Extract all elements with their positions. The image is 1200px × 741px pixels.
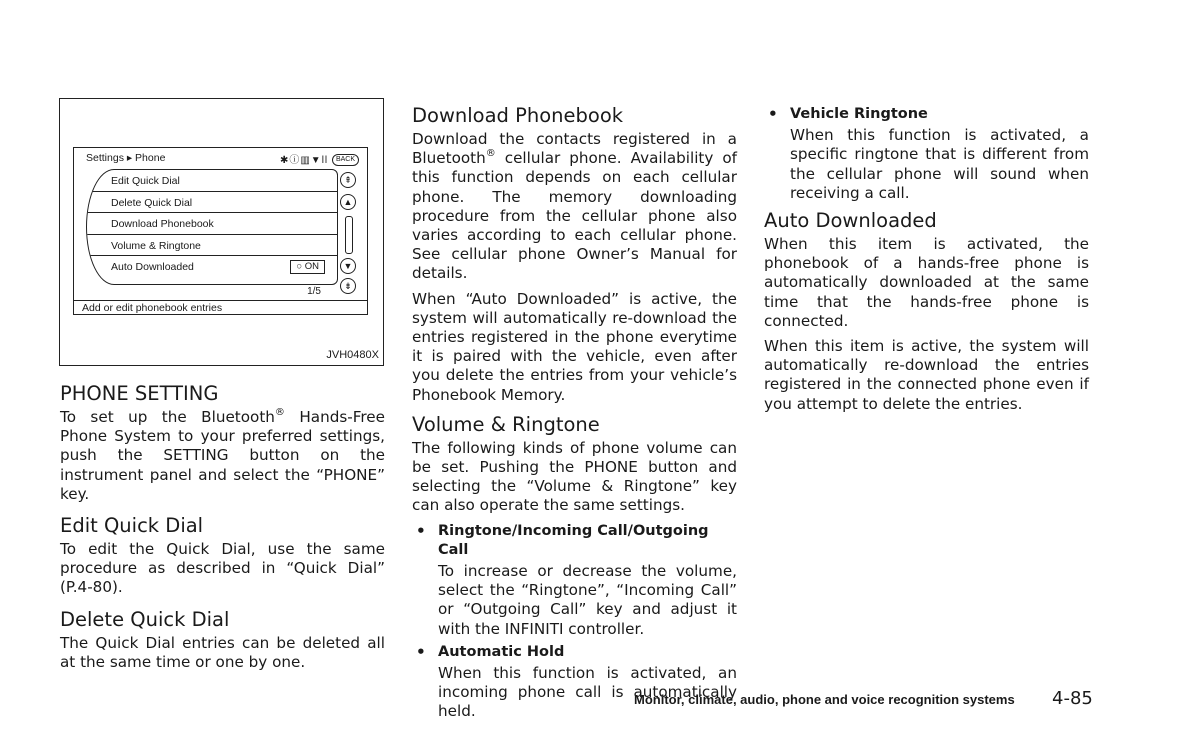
delete-quick-dial-heading: Delete Quick Dial (60, 607, 230, 631)
breadcrumb: Settings ▸ Phone (86, 152, 166, 164)
bullet-item (412, 522, 737, 639)
text-span: Download the contacts registered in a Bluetooth (412, 130, 737, 168)
volume-ringtone-heading: Volume & Ringtone (412, 412, 600, 436)
scroll-controls (339, 172, 359, 292)
volume-ringtone-body: The following kinds of phone volume can be set. Pushing the PHONE button and selecting the “Volume & Ringtone” key can also operate the same settings. (412, 438, 737, 515)
middle-column (412, 104, 737, 726)
menu-item-edit-quick-dial[interactable] (87, 170, 337, 192)
auto-downloaded-heading: Auto Downloaded (764, 209, 937, 233)
figure-code: JVH0480X (326, 349, 379, 361)
bullet-dot-icon: • (416, 642, 426, 661)
registered-mark: ® (274, 406, 285, 418)
auto-downloaded-body-2: When this item is active, the system will automatically re-download the entries registered in the connected phone even if you attempt to delete the entries. (764, 337, 1089, 413)
page-number: 4-85 (1052, 688, 1093, 709)
right-column (764, 105, 1089, 420)
page-indicator: 1/5 (307, 286, 321, 297)
phone-setting-heading: PHONE SETTING (60, 382, 219, 405)
menu-item-label: Volume & Ringtone (111, 239, 201, 252)
download-phonebook-body-2: When “Auto Downloaded” is active, the system will automatically re-download the entries registered in the phone everytime it is paired with the vehicle, even after you delete the entries from your vehicle’s Phonebook Memory. (412, 289, 737, 404)
bullet-text: When this function is activated, a specific ringtone that is different from the cellular phone will sound when receiving a call. (790, 126, 1089, 202)
screen-header (74, 148, 367, 168)
registered-mark: ® (485, 148, 496, 160)
phone-status-icons: ✱ⓘ▥▼ll (279, 155, 329, 166)
download-phonebook-heading: Download Phonebook (412, 104, 624, 127)
menu-item-label: Auto Downloaded (111, 261, 194, 273)
footer-section-title: Monitor, climate, audio, phone and voice recognition systems (634, 692, 1015, 707)
menu-item-auto-downloaded[interactable] (87, 256, 337, 278)
phone-setting-body (60, 408, 385, 504)
scroll-up-icon[interactable]: ▲ (340, 194, 356, 210)
edit-quick-dial-heading: Edit Quick Dial (60, 514, 204, 538)
menu-item-label: Delete Quick Dial (111, 196, 193, 209)
scrollbar[interactable] (345, 216, 353, 254)
menu-item-download-phonebook[interactable] (87, 213, 337, 235)
back-button[interactable]: BACK (332, 154, 359, 166)
figure-phone-screen (59, 98, 384, 366)
menu-item-label: Edit Quick Dial (111, 175, 180, 187)
delete-quick-dial-body: The Quick Dial entries can be deleted all at the same time or one by one. (60, 633, 385, 671)
menu-item-label: Download Phonebook (111, 218, 214, 230)
menu-item-delete-quick-dial[interactable] (87, 192, 337, 214)
display-screen (73, 147, 368, 315)
help-text: Add or edit phonebook entries (82, 302, 223, 314)
bullet-dot-icon: • (416, 521, 426, 540)
bullet-item (412, 643, 737, 722)
page-down-icon[interactable]: ⇟ (340, 278, 356, 294)
bullet-title: Ringtone/Incoming Call/Outgoing Call (438, 522, 709, 558)
auto-downloaded-toggle[interactable]: ○ ON (290, 260, 325, 274)
scroll-down-icon[interactable]: ▼ (340, 258, 356, 274)
text-span: To set up the Bluetooth (60, 408, 275, 426)
menu-item-volume-ringtone[interactable] (87, 235, 337, 257)
bullet-text: To increase or decrease the volume, select the “Ringtone”, “Incoming Call” or “Outgoing Call” key and adjust it with the INFINITI controller. (438, 562, 737, 638)
text-span: Hands-Free Phone System to your preferred settings, push the SETTING button on the instrument panel and select the “PHONE” key. (60, 408, 385, 503)
left-column (60, 382, 385, 678)
edit-quick-dial-body: To edit the Quick Dial, use the same procedure as described in “Quick Dial” (P.4-80). (60, 540, 385, 597)
text-span: cellular phone. Availability of this function depends on each cellular phone. The memory downloading procedure from the cellular phone also varies according to each cellular phone. See cellular phone Owner’s Manual for details. (412, 149, 737, 283)
bullet-title: Vehicle Ringtone (790, 106, 928, 122)
status-icons (280, 151, 359, 166)
bullet-item (764, 105, 1089, 203)
auto-downloaded-body: When this item is activated, the phonebook of a hands-free phone is automatically downloaded at the same time that the hands-free phone is connected. (764, 235, 1089, 330)
divider (74, 300, 367, 301)
phone-settings-menu (86, 169, 338, 285)
download-phonebook-body (412, 130, 737, 284)
bullet-dot-icon: • (768, 105, 778, 123)
bullet-title: Automatic Hold (438, 643, 565, 660)
page-up-icon[interactable]: ⇞ (340, 172, 356, 188)
bullet-text: When this function is activated, an incoming phone call is automatically held. (438, 664, 737, 721)
